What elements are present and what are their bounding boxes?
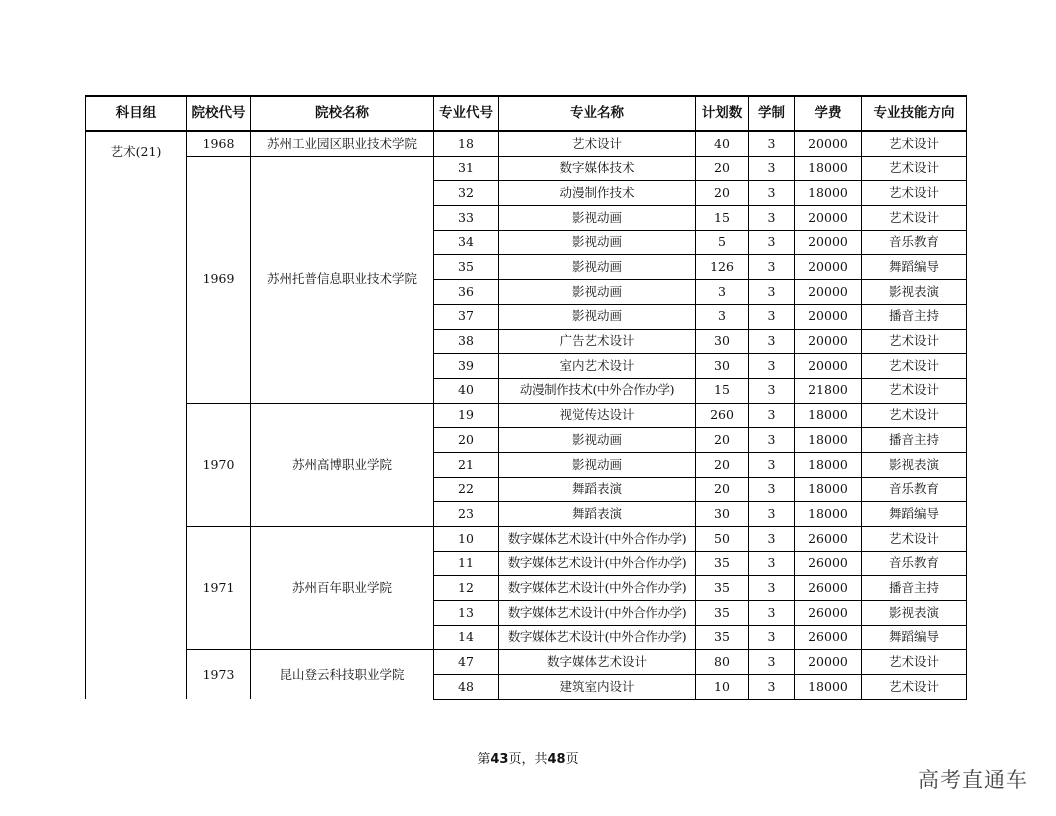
- major-code-cell: 36: [434, 280, 499, 305]
- skill-direction-cell: 舞蹈编导: [862, 255, 967, 280]
- years-cell: 3: [749, 156, 795, 181]
- major-code-cell: 10: [434, 527, 499, 552]
- header-school-code: 院校代号: [187, 96, 251, 131]
- table-row: [86, 131, 967, 156]
- major-code-cell: 11: [434, 551, 499, 576]
- school-name-cell: 苏州百年职业学院: [251, 527, 434, 650]
- major-code-cell: 47: [434, 650, 499, 675]
- major-code-cell: 40: [434, 378, 499, 403]
- plan-count-cell: 5: [696, 230, 749, 255]
- footer-total-pages: 48: [547, 752, 566, 767]
- major-code-cell: 38: [434, 329, 499, 354]
- table-body: [86, 131, 967, 699]
- table-header-row: [86, 96, 967, 131]
- major-name-cell: 视觉传达设计: [499, 403, 696, 428]
- header-major-code: 专业代号: [434, 96, 499, 131]
- school-code-cell: 1968: [187, 131, 251, 156]
- fee-cell: 20000: [795, 255, 862, 280]
- major-name-cell: 动漫制作技术: [499, 181, 696, 206]
- fee-cell: 18000: [795, 403, 862, 428]
- header-fee: 学费: [795, 96, 862, 131]
- years-cell: 3: [749, 206, 795, 231]
- years-cell: 3: [749, 280, 795, 305]
- skill-direction-cell: 播音主持: [862, 576, 967, 601]
- plan-count-cell: 3: [696, 280, 749, 305]
- skill-direction-cell: 影视表演: [862, 280, 967, 305]
- skill-direction-cell: 音乐教育: [862, 551, 967, 576]
- years-cell: 3: [749, 625, 795, 650]
- skill-direction-cell: 艺术设计: [862, 131, 967, 156]
- major-name-cell: 数字媒体艺术设计(中外合作办学): [499, 527, 696, 552]
- fee-cell: 18000: [795, 675, 862, 700]
- major-code-cell: 19: [434, 403, 499, 428]
- plan-count-cell: 20: [696, 452, 749, 477]
- table-row: [86, 527, 967, 552]
- major-name-cell: 数字媒体艺术设计(中外合作办学): [499, 625, 696, 650]
- years-cell: 3: [749, 378, 795, 403]
- major-code-cell: 22: [434, 477, 499, 502]
- school-code-cell: 1971: [187, 527, 251, 650]
- table-row: [86, 650, 967, 675]
- years-cell: 3: [749, 452, 795, 477]
- years-cell: 3: [749, 477, 795, 502]
- skill-direction-cell: 艺术设计: [862, 378, 967, 403]
- header-school-name: 院校名称: [251, 96, 434, 131]
- skill-direction-cell: 艺术设计: [862, 527, 967, 552]
- fee-cell: 18000: [795, 452, 862, 477]
- header-subject-group: 科目组: [86, 96, 187, 131]
- major-name-cell: 影视动画: [499, 230, 696, 255]
- fee-cell: 20000: [795, 650, 862, 675]
- major-code-cell: 23: [434, 502, 499, 527]
- years-cell: 3: [749, 502, 795, 527]
- fee-cell: 26000: [795, 601, 862, 626]
- plan-count-cell: 20: [696, 181, 749, 206]
- skill-direction-cell: 艺术设计: [862, 403, 967, 428]
- major-name-cell: 影视动画: [499, 428, 696, 453]
- major-name-cell: 动漫制作技术(中外合作办学): [499, 378, 696, 403]
- skill-direction-cell: 艺术设计: [862, 354, 967, 379]
- skill-direction-cell: 音乐教育: [862, 477, 967, 502]
- major-name-cell: 影视动画: [499, 452, 696, 477]
- plan-count-cell: 10: [696, 675, 749, 700]
- school-code-cell: 1973: [187, 650, 251, 699]
- enrollment-plan-table: [85, 95, 967, 700]
- major-name-cell: 广告艺术设计: [499, 329, 696, 354]
- major-name-cell: 数字媒体艺术设计(中外合作办学): [499, 551, 696, 576]
- major-name-cell: 数字媒体技术: [499, 156, 696, 181]
- major-name-cell: 舞蹈表演: [499, 477, 696, 502]
- plan-count-cell: 260: [696, 403, 749, 428]
- major-code-cell: 37: [434, 304, 499, 329]
- plan-count-cell: 15: [696, 378, 749, 403]
- plan-count-cell: 35: [696, 625, 749, 650]
- skill-direction-cell: 艺术设计: [862, 329, 967, 354]
- skill-direction-cell: 播音主持: [862, 304, 967, 329]
- plan-count-cell: 50: [696, 527, 749, 552]
- major-code-cell: 39: [434, 354, 499, 379]
- fee-cell: 20000: [795, 329, 862, 354]
- years-cell: 3: [749, 255, 795, 280]
- skill-direction-cell: 影视表演: [862, 452, 967, 477]
- fee-cell: 26000: [795, 576, 862, 601]
- years-cell: 3: [749, 329, 795, 354]
- fee-cell: 20000: [795, 230, 862, 255]
- fee-cell: 26000: [795, 551, 862, 576]
- years-cell: 3: [749, 576, 795, 601]
- fee-cell: 18000: [795, 181, 862, 206]
- skill-direction-cell: 舞蹈编导: [862, 502, 967, 527]
- major-name-cell: 艺术设计: [499, 131, 696, 156]
- plan-count-cell: 20: [696, 428, 749, 453]
- major-code-cell: 34: [434, 230, 499, 255]
- major-name-cell: 影视动画: [499, 304, 696, 329]
- header-years: 学制: [749, 96, 795, 131]
- subject-group-cell: 艺术(21): [86, 131, 187, 699]
- header-skill-direction: 专业技能方向: [862, 96, 967, 131]
- plan-count-cell: 20: [696, 156, 749, 181]
- years-cell: 3: [749, 601, 795, 626]
- school-code-cell: 1969: [187, 156, 251, 403]
- footer-suffix: 页: [565, 752, 579, 767]
- table-row: [86, 403, 967, 428]
- plan-count-cell: 30: [696, 329, 749, 354]
- school-name-cell: 苏州工业园区职业技术学院: [251, 131, 434, 156]
- skill-direction-cell: 舞蹈编导: [862, 625, 967, 650]
- watermark: 高考直通车: [918, 768, 1028, 792]
- skill-direction-cell: 艺术设计: [862, 181, 967, 206]
- years-cell: 3: [749, 551, 795, 576]
- major-code-cell: 12: [434, 576, 499, 601]
- plan-count-cell: 30: [696, 502, 749, 527]
- footer-page-number: 43: [490, 752, 509, 767]
- plan-count-cell: 30: [696, 354, 749, 379]
- plan-count-cell: 126: [696, 255, 749, 280]
- school-name-cell: 苏州高博职业学院: [251, 403, 434, 526]
- fee-cell: 26000: [795, 527, 862, 552]
- fee-cell: 20000: [795, 280, 862, 305]
- fee-cell: 20000: [795, 131, 862, 156]
- table-row: [86, 156, 967, 181]
- skill-direction-cell: 音乐教育: [862, 230, 967, 255]
- major-name-cell: 建筑室内设计: [499, 675, 696, 700]
- major-name-cell: 数字媒体艺术设计: [499, 650, 696, 675]
- plan-count-cell: 35: [696, 601, 749, 626]
- years-cell: 3: [749, 428, 795, 453]
- fee-cell: 26000: [795, 625, 862, 650]
- years-cell: 3: [749, 354, 795, 379]
- major-code-cell: 35: [434, 255, 499, 280]
- major-code-cell: 14: [434, 625, 499, 650]
- years-cell: 3: [749, 650, 795, 675]
- skill-direction-cell: 艺术设计: [862, 206, 967, 231]
- fee-cell: 18000: [795, 502, 862, 527]
- plan-count-cell: 35: [696, 576, 749, 601]
- header-plan-count: 计划数: [696, 96, 749, 131]
- plan-count-cell: 35: [696, 551, 749, 576]
- major-code-cell: 32: [434, 181, 499, 206]
- skill-direction-cell: 艺术设计: [862, 650, 967, 675]
- header-major-name: 专业名称: [499, 96, 696, 131]
- major-name-cell: 影视动画: [499, 255, 696, 280]
- plan-count-cell: 3: [696, 304, 749, 329]
- fee-cell: 18000: [795, 428, 862, 453]
- plan-count-cell: 15: [696, 206, 749, 231]
- plan-count-cell: 20: [696, 477, 749, 502]
- page-footer: [0, 748, 1056, 767]
- years-cell: 3: [749, 181, 795, 206]
- years-cell: 3: [749, 304, 795, 329]
- fee-cell: 21800: [795, 378, 862, 403]
- major-code-cell: 18: [434, 131, 499, 156]
- major-code-cell: 13: [434, 601, 499, 626]
- major-code-cell: 33: [434, 206, 499, 231]
- major-name-cell: 数字媒体艺术设计(中外合作办学): [499, 601, 696, 626]
- years-cell: 3: [749, 675, 795, 700]
- years-cell: 3: [749, 131, 795, 156]
- major-name-cell: 影视动画: [499, 206, 696, 231]
- skill-direction-cell: 影视表演: [862, 601, 967, 626]
- major-name-cell: 数字媒体艺术设计(中外合作办学): [499, 576, 696, 601]
- footer-prefix: 第: [477, 752, 491, 767]
- fee-cell: 18000: [795, 156, 862, 181]
- major-code-cell: 20: [434, 428, 499, 453]
- fee-cell: 20000: [795, 304, 862, 329]
- major-code-cell: 48: [434, 675, 499, 700]
- skill-direction-cell: 播音主持: [862, 428, 967, 453]
- school-code-cell: 1970: [187, 403, 251, 526]
- major-name-cell: 影视动画: [499, 280, 696, 305]
- fee-cell: 20000: [795, 354, 862, 379]
- school-name-cell: 苏州托普信息职业技术学院: [251, 156, 434, 403]
- major-name-cell: 室内艺术设计: [499, 354, 696, 379]
- fee-cell: 18000: [795, 477, 862, 502]
- major-code-cell: 21: [434, 452, 499, 477]
- major-code-cell: 31: [434, 156, 499, 181]
- major-name-cell: 舞蹈表演: [499, 502, 696, 527]
- school-name-cell: 昆山登云科技职业学院: [251, 650, 434, 699]
- fee-cell: 20000: [795, 206, 862, 231]
- years-cell: 3: [749, 527, 795, 552]
- years-cell: 3: [749, 403, 795, 428]
- skill-direction-cell: 艺术设计: [862, 675, 967, 700]
- plan-count-cell: 80: [696, 650, 749, 675]
- years-cell: 3: [749, 230, 795, 255]
- plan-count-cell: 40: [696, 131, 749, 156]
- footer-middle: 页，共: [508, 752, 548, 767]
- skill-direction-cell: 艺术设计: [862, 156, 967, 181]
